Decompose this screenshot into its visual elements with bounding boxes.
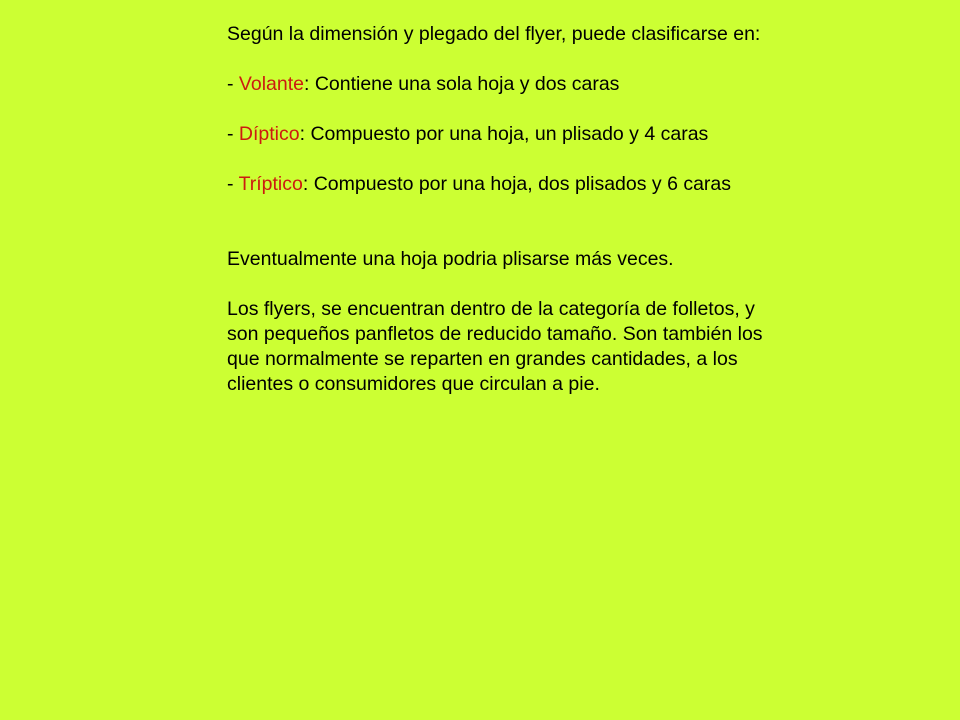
intro-paragraph: Según la dimensión y plegado del flyer, puede clasificarse en: — [227, 23, 761, 45]
note-paragraph: Eventualmente una hoja podria plisarse más veces. — [227, 248, 674, 270]
item-prefix: - — [227, 73, 239, 95]
list-item-triptico — [227, 172, 767, 197]
item-prefix: - — [227, 123, 239, 145]
term-volante: Volante — [238, 73, 304, 95]
term-triptico: Tríptico — [238, 173, 303, 195]
term-diptico: Díptico — [238, 123, 300, 145]
text-body — [227, 22, 767, 397]
list-item-volante — [227, 72, 767, 97]
closing-paragraph: Los flyers, se encuentran dentro de la categoría de folletos, y son pequeños panfletos de reducido tamaño. Son también los que normalmente se reparten en grandes cantidades, a los clientes o consumidores que circulan a pie. — [227, 298, 763, 395]
item-description: : Contiene una sola hoja y dos caras — [303, 73, 620, 95]
item-description: : Compuesto por una hoja, un plisado y 4 caras — [299, 123, 709, 145]
item-description: : Compuesto por una hoja, dos plisados y 6 caras — [302, 173, 732, 195]
list-item-diptico — [227, 122, 767, 147]
item-prefix: - — [227, 173, 239, 195]
